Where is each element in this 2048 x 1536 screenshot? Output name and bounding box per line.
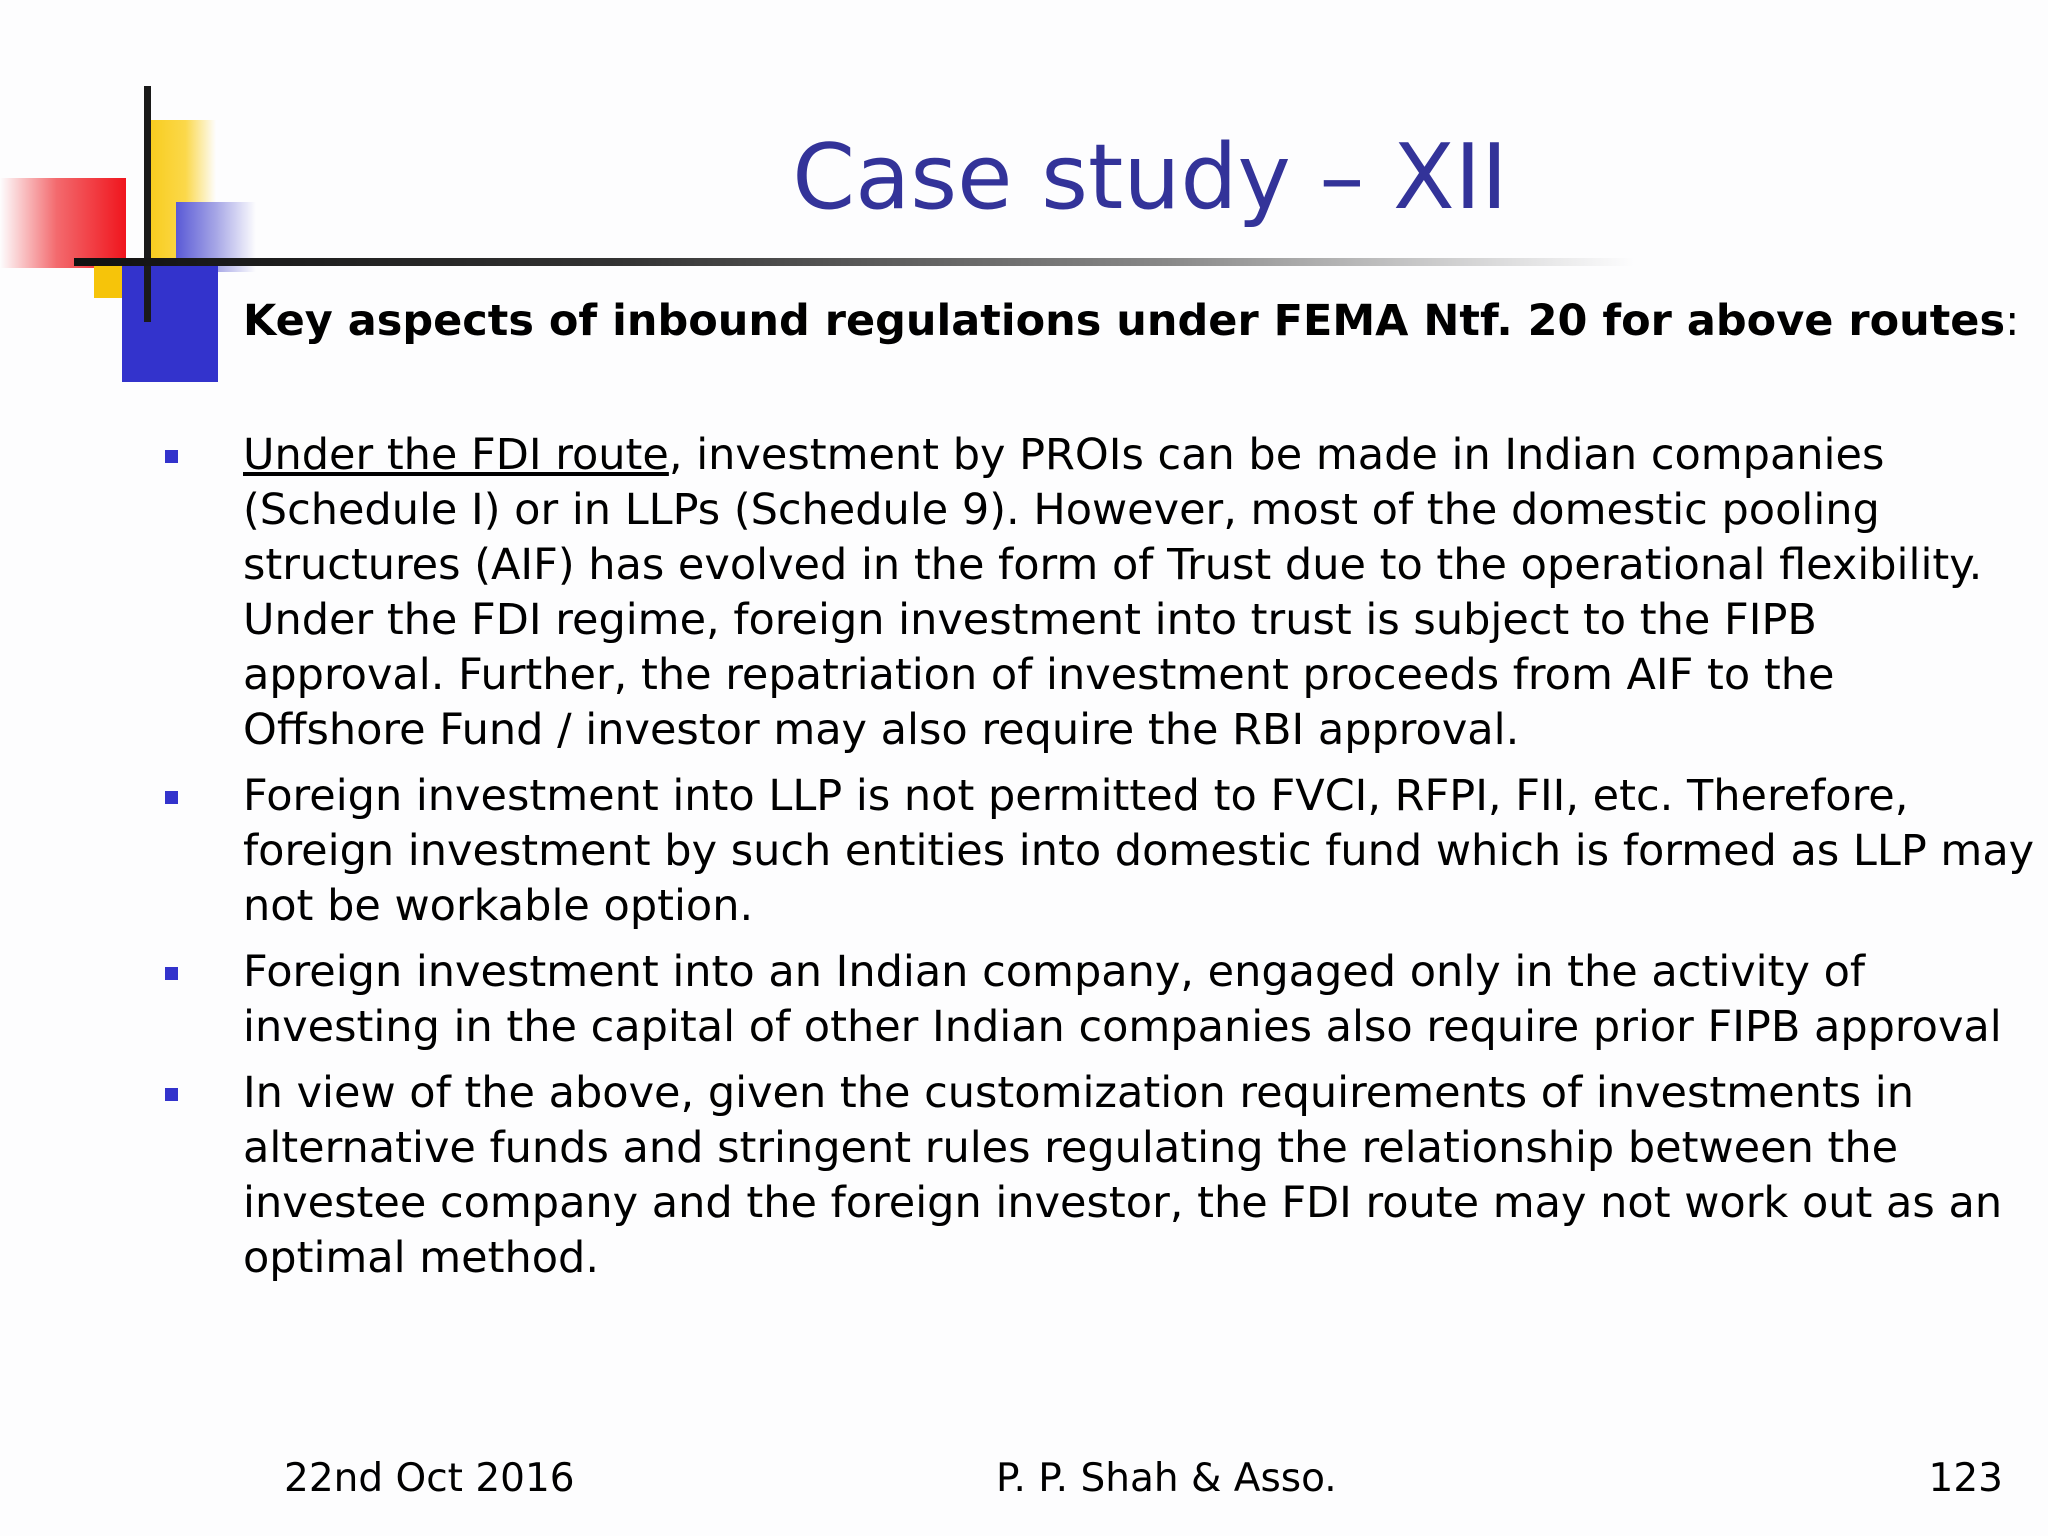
bullet-line: Under the FDI regime, foreign investment into trust is subject to the FIPB bbox=[243, 595, 1817, 645]
bullet-line: foreign investment by such entities into domestic fund which is formed as LLP may bbox=[243, 826, 2035, 876]
bullet-item-conclusion bbox=[165, 1066, 2003, 1286]
bullet-list bbox=[165, 428, 2035, 1297]
bullet-line-text: , investment by PROIs can be made in Indian companies bbox=[668, 430, 1885, 480]
bullet-line: Offshore Fund / investor may also require the RBI approval. bbox=[243, 705, 1520, 755]
logo-vertical-line bbox=[144, 86, 151, 322]
footer-author: P. P. Shah & Asso. bbox=[996, 1456, 1337, 1501]
bullet-line: Foreign investment into an Indian company, engaged only in the activity of bbox=[243, 947, 1866, 997]
bullet-line: Foreign investment into LLP is not permitted to FVCI, RFPI, FII, etc. Therefore, bbox=[243, 771, 1909, 821]
bullet-item-fdi-route bbox=[165, 428, 1983, 758]
underlined-lead: Under the FDI route bbox=[243, 430, 669, 480]
bullet-item-indian-company bbox=[165, 945, 2002, 1055]
bullet-line: alternative funds and stringent rules regulating the relationship between the bbox=[243, 1123, 1899, 1173]
title-underline-rule bbox=[74, 258, 1634, 266]
square-bullet-icon bbox=[165, 791, 178, 804]
slide-title: Case study – XII bbox=[792, 125, 1508, 230]
square-bullet-icon bbox=[165, 967, 178, 980]
footer-date: 22nd Oct 2016 bbox=[284, 1456, 575, 1501]
footer-page-number: 123 bbox=[1928, 1456, 2003, 1501]
bullet-line: In view of the above, given the customization requirements of investments in bbox=[243, 1068, 1914, 1118]
bullet-line: (Schedule I) or in LLPs (Schedule 9). However, most of the domestic pooling bbox=[243, 485, 1880, 535]
square-bullet-icon bbox=[165, 450, 178, 463]
bullet-item-llp bbox=[165, 769, 2035, 934]
slide-subheading bbox=[243, 296, 2020, 346]
bullet-line: investing in the capital of other Indian companies also require prior FIPB approval bbox=[243, 1002, 2002, 1052]
subheading-text: Key aspects of inbound regulations under FEMA Ntf. 20 for above routes bbox=[243, 296, 2006, 346]
bullet-line: structures (AIF) has evolved in the form of Trust due to the operational flexibility. bbox=[243, 540, 1983, 590]
subheading-colon: : bbox=[2005, 296, 2020, 346]
bullet-line: approval. Further, the repatriation of investment proceeds from AIF to the bbox=[243, 650, 1835, 700]
bullet-line: not be workable option. bbox=[243, 881, 754, 931]
logo-blue-square bbox=[122, 262, 218, 382]
bullet-line: investee company and the foreign investor, the FDI route may not work out as an bbox=[243, 1178, 2003, 1228]
bullet-line: optimal method. bbox=[243, 1233, 599, 1283]
bullet-line bbox=[243, 428, 1965, 483]
logo-red-square bbox=[0, 178, 126, 268]
square-bullet-icon bbox=[165, 1088, 178, 1101]
